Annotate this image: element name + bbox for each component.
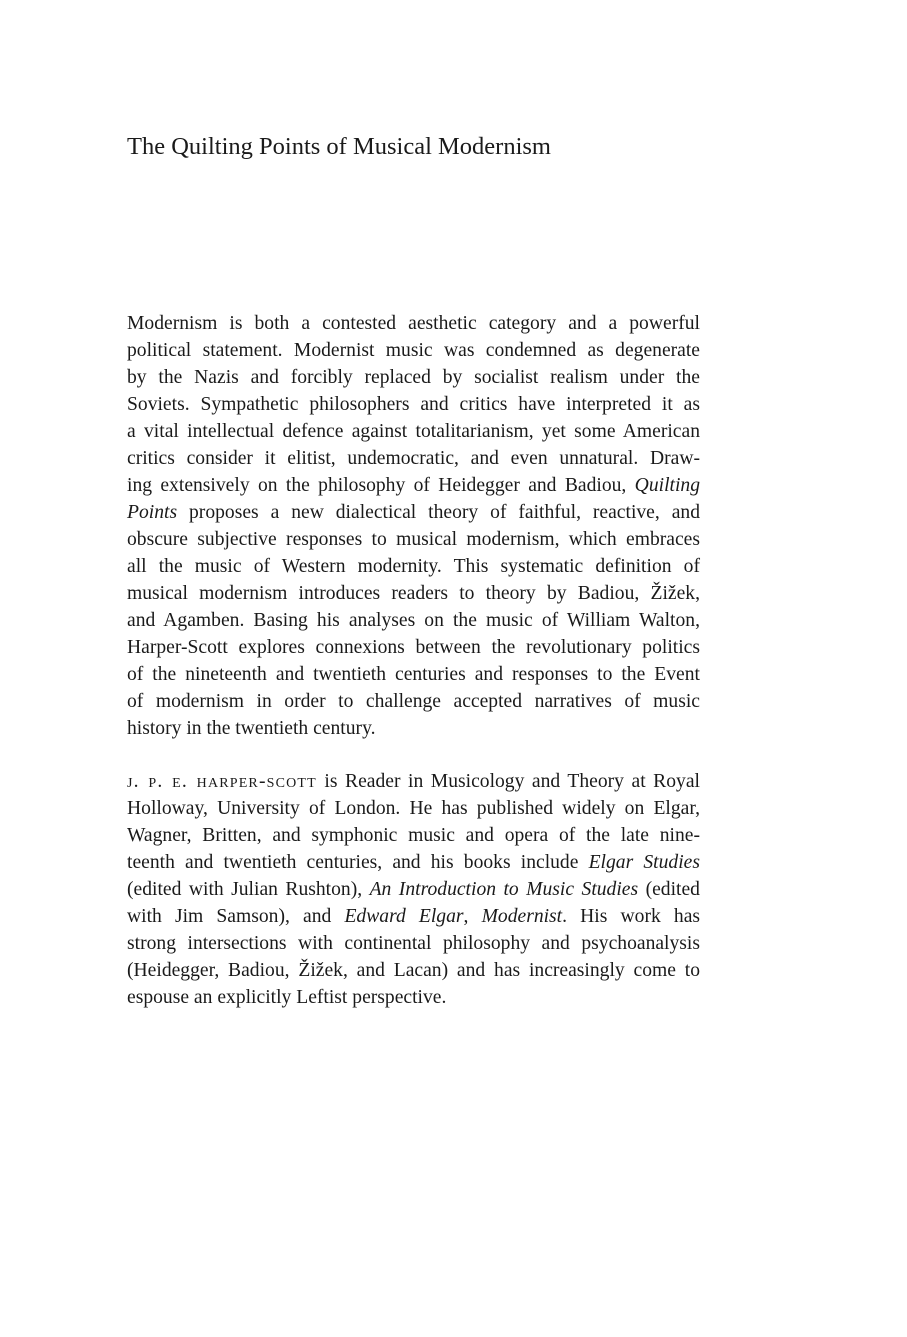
book-title-italic: An Introduction to Music Studies (369, 879, 639, 900)
description-line: of modernism in order to challenge accepted narratives of music (127, 691, 700, 712)
description-line: Harper-Scott explores connexions between the revolutionary politics (127, 637, 700, 658)
bio-text: (edited with Julian Rushton), (127, 879, 363, 900)
book-title-italic: Elgar Studies (588, 852, 700, 873)
description-line: political statement. Modernist music was condemned as degenerate (127, 340, 700, 361)
bio-text: is Reader in Musicology and Theory at Royal (324, 771, 700, 792)
bio-line: espouse an explicitly Leftist perspective. (127, 987, 447, 1008)
author-name: j. p. e. harper-scott (127, 771, 317, 792)
bio-line: Holloway, University of London. He has published widely on Elgar, (127, 798, 700, 819)
description-line: musical modernism introduces readers to theory by Badiou, Žižek, (127, 583, 700, 604)
description-text: proposes a new dialectical theory of faithful, reactive, and (189, 502, 700, 523)
bio-line: strong intersections with continental philosophy and psychoanalysis (127, 933, 700, 954)
book-title-italic: Edward Elgar (344, 906, 464, 927)
book-description (127, 310, 700, 742)
description-line: by the Nazis and forcibly replaced by socialist realism under the (127, 367, 700, 388)
bio-text: (edited (645, 879, 700, 900)
description-text: ing extensively on the philosophy of Heidegger and Badiou, (127, 475, 627, 496)
bio-line (127, 768, 700, 795)
bio-line: Wagner, Britten, and symphonic music and opera of the late nine- (127, 825, 700, 846)
bio-text: , (463, 906, 469, 927)
bio-line (127, 876, 700, 903)
book-title-italic: Modernist (481, 906, 563, 927)
book-title-italic: Points (127, 502, 178, 523)
description-line (127, 472, 700, 499)
description-line: critics consider it elitist, undemocratic, and even unnatural. Draw- (127, 448, 700, 469)
description-line: Soviets. Sympathetic philosophers and critics have interpreted it as (127, 394, 700, 415)
description-line: a vital intellectual defence against totalitarianism, yet some American (127, 421, 700, 442)
author-bio (127, 768, 700, 1011)
description-line: and Agamben. Basing his analyses on the music of William Walton, (127, 610, 700, 631)
description-line: history in the twentieth century. (127, 718, 376, 739)
bio-line (127, 849, 700, 876)
bio-line (127, 903, 700, 930)
bio-text: with Jim Samson), and (127, 906, 332, 927)
book-title-italic: Quilting (634, 475, 700, 496)
description-line: obscure subjective responses to musical modernism, which embraces (127, 529, 700, 550)
bio-text: . His work has (562, 906, 701, 927)
description-line: Modernism is both a contested aesthetic category and a powerful (127, 313, 700, 334)
description-line: all the music of Western modernity. This systematic definition of (127, 556, 700, 577)
description-line: of the nineteenth and twentieth centuries and responses to the Event (127, 664, 700, 685)
bio-text: teenth and twentieth centuries, and his books include (127, 852, 579, 873)
bio-line: (Heidegger, Badiou, Žižek, and Lacan) and has increasingly come to (127, 960, 700, 981)
book-title: The Quilting Points of Musical Modernism (127, 133, 551, 160)
description-line (127, 499, 700, 526)
